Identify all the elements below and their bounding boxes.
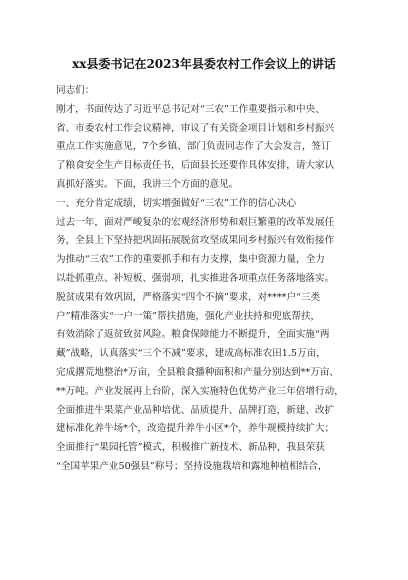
paragraph-line: 刚才，书面传达了习近平总书记对“三农”工作重要指示和中央、	[56, 103, 325, 115]
paragraph-line: 完成撂荒地整治*万亩，全县粮食播种面积和产量分别达到**万亩、	[56, 366, 340, 378]
paragraph-line: 脱贫成果有效巩固，严格落实“四个不摘”要求，对****户“三类	[56, 291, 321, 303]
document-title: xx县委书记在2023年县委农村工作会议上的讲话	[72, 57, 336, 71]
greeting-line: 同志们：	[56, 85, 95, 96]
paragraph-line: 有效消除了返贫致贫风险。粮食保障能力不断提升，全面实施“两	[56, 329, 330, 341]
paragraph-line: 户”精准落实“一户一策”帮扶措施，强化产业扶持和兜底帮扶，	[56, 310, 321, 322]
paragraph-line: 省、市委农村工作会议精神，审议了有关资金项目计划和乡村振兴	[56, 122, 335, 134]
paragraph-line: 藏”战略，认真落实“三个不减”要求，建成高标准农田1.5万亩，	[56, 348, 326, 360]
paragraph-line: 了粮食安全生产目标责任书，后面县长还要作具体安排，请大家认	[56, 160, 335, 172]
document-body	[56, 82, 352, 477]
paragraph-line: 重点工作实施意见，7个乡镇、部门负责同志作了大会发言，签订	[56, 141, 331, 153]
paragraph-line: 全面推进牛果菜产业品种培优、品质提升、品牌打造，新建、改扩	[56, 404, 335, 416]
section-heading: 一、充分肯定成绩，切实增强做好“三农”工作的信心决心	[56, 197, 297, 209]
paragraph-line: 为推动“三农”工作的重要抓手和有力支撑，集中资源力量，全力	[56, 254, 325, 266]
paragraph-line: “全国苹果产业50强县”称号；坚持设施栽培和露地种植相结合，	[56, 460, 328, 472]
paragraph-line: 真抓好落实。下面，我讲三个方面的意见。	[56, 178, 239, 190]
paragraph-line: 过去一年，面对严峻复杂的宏观经济形势和艰巨繁重的改革发展任	[56, 216, 335, 228]
paragraph-line: 全面推行“果园托管”模式，积极推广新技术、新品种，我县荣获	[56, 442, 325, 454]
paragraph-line: 务，全县上下坚持把巩固拓展脱贫攻坚成果同乡村振兴有效衔接作	[56, 235, 335, 247]
paragraph-line: **万吨。产业发展再上台阶，深入实施特色优势产业三年倍增行动，	[56, 385, 344, 397]
paragraph-line: 以赴抓重点、补短板、强弱项，扎实推进各项重点任务落地落实。	[56, 272, 335, 284]
paragraph-line: 建标准化养牛场*个，改造提升养牛小区*个，养牛规模持续扩大；	[56, 423, 335, 435]
